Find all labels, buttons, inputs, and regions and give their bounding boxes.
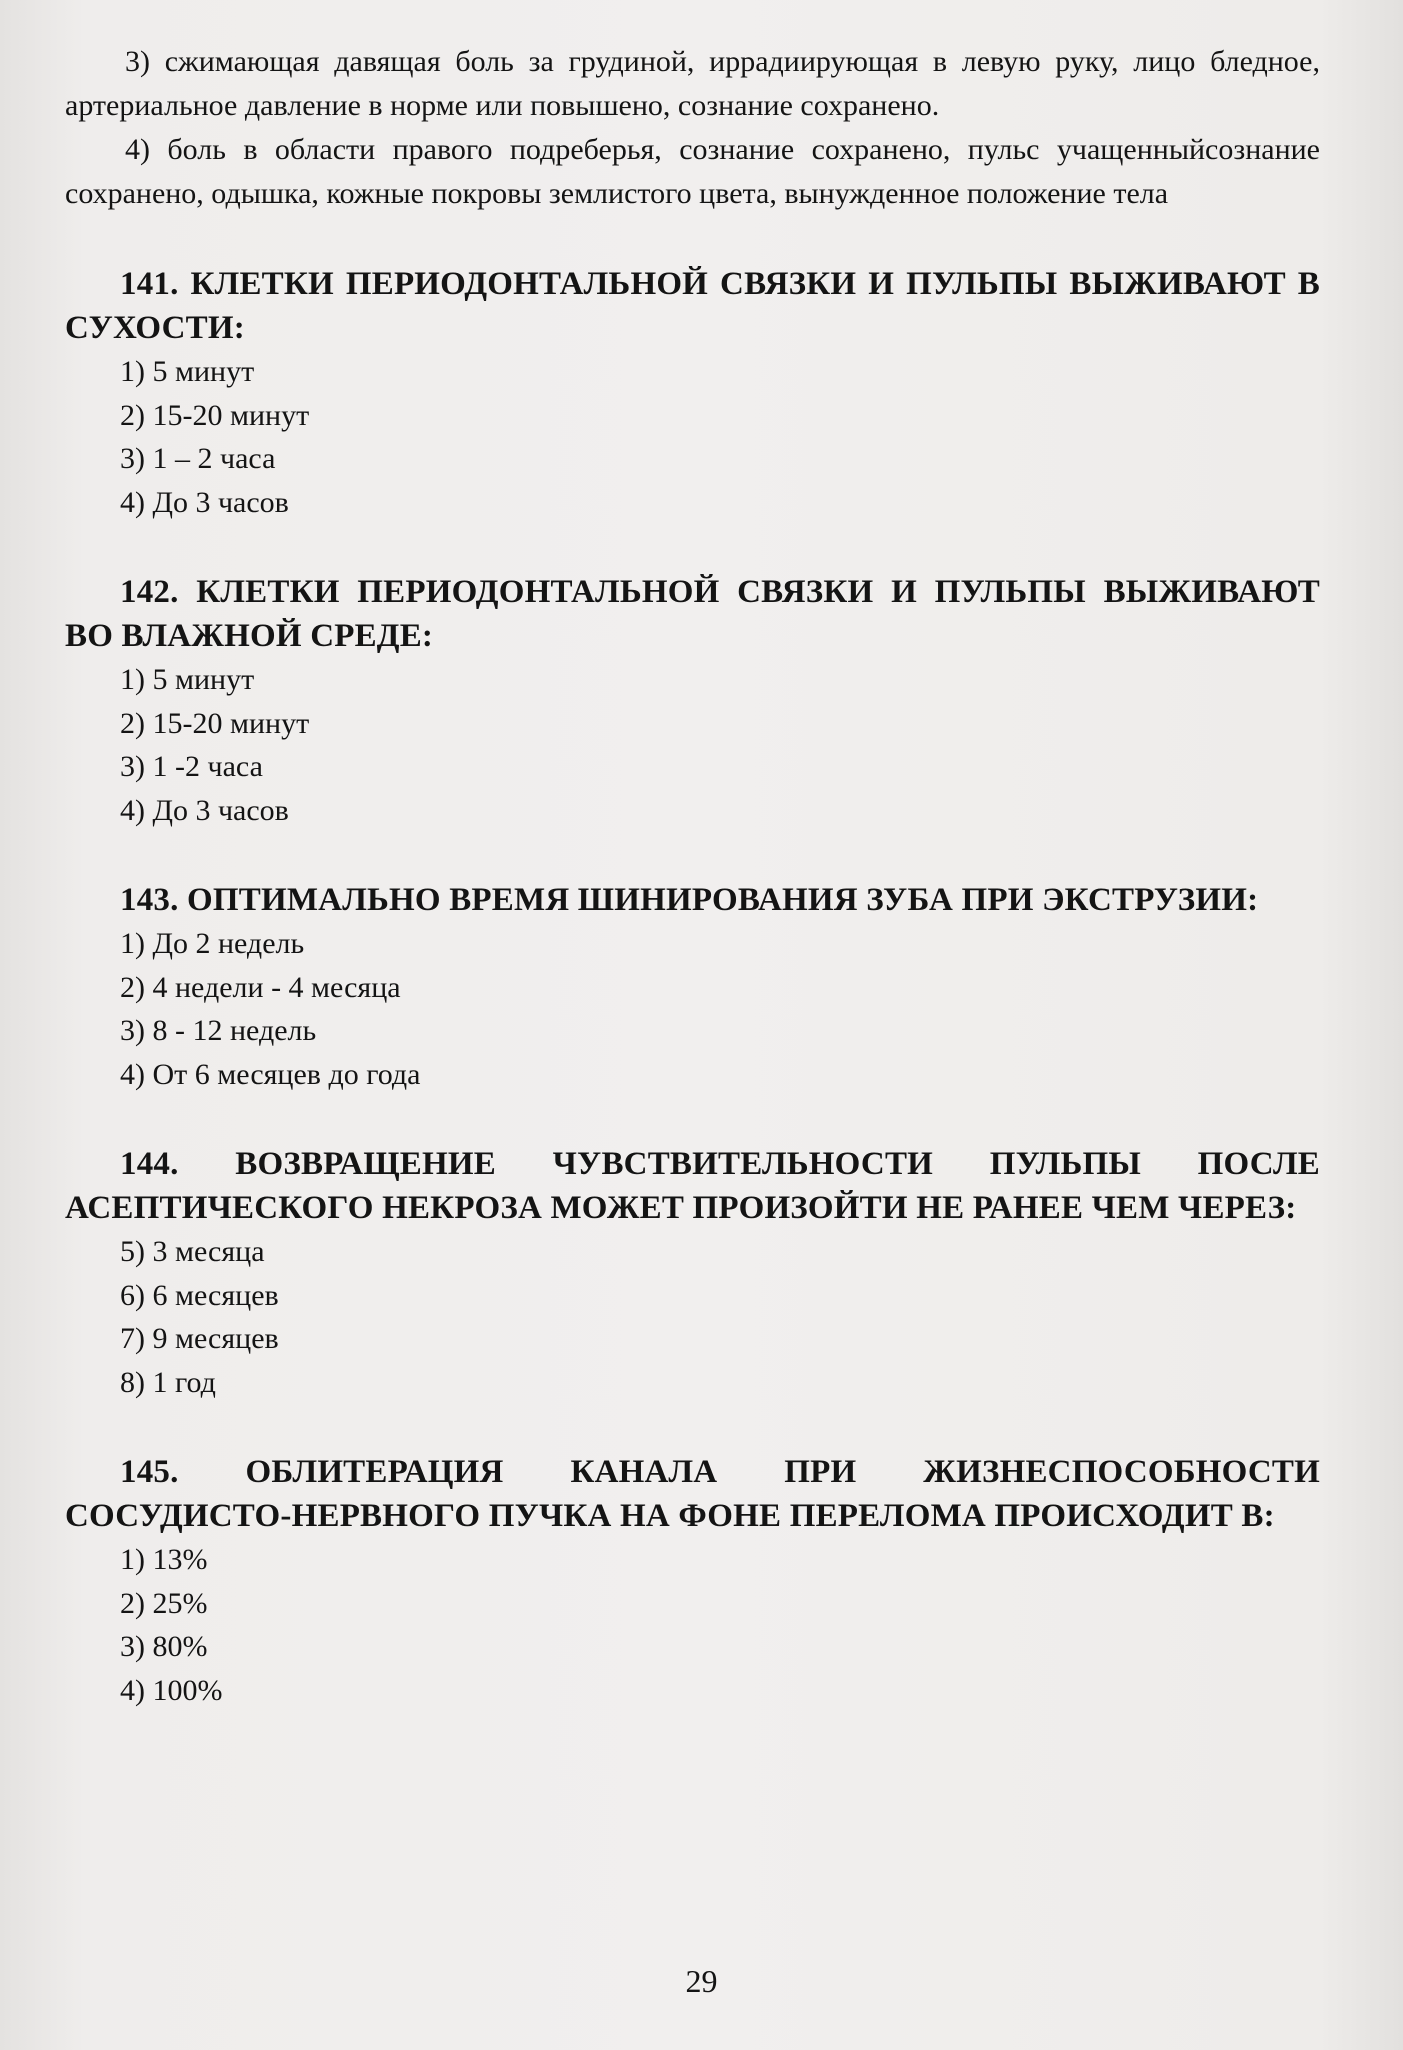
- question-144: [65, 1142, 1320, 1404]
- page-number: 29: [685, 1963, 718, 1999]
- question-143: [65, 878, 1320, 1096]
- answer-option: 5) 3 месяца: [120, 1235, 265, 1268]
- answer-option: 3) 1 -2 часа: [120, 750, 263, 783]
- question-145: [65, 1450, 1320, 1712]
- answer-list: [65, 922, 1320, 1096]
- answer-option: 2) 25%: [120, 1586, 208, 1620]
- question-142: [65, 570, 1320, 832]
- answer-option: 2) 15-20 минут: [120, 398, 310, 432]
- answer-option: 1) 5 минут: [120, 663, 255, 696]
- answer-option: 3) 1 – 2 часа: [120, 442, 276, 475]
- intro-paragraph: 3) сжимающая давящая боль за грудиной, иррадиирующая в левую руку, лицо бледное, артериальное давление в норме или повышено, сознание сохранено.: [65, 45, 1320, 122]
- page-content: [65, 40, 1320, 1712]
- answer-option: 2) 4 недели - 4 месяца: [120, 970, 401, 1004]
- answer-option: 1) До 2 недель: [120, 927, 305, 960]
- answer-option: 4) До 3 часов: [120, 793, 289, 827]
- answer-option: 3) 80%: [120, 1630, 208, 1663]
- question-title: 141. КЛЕТКИ ПЕРИОДОНТАЛЬНОЙ СВЯЗКИ И ПУЛЬПЫ ВЫЖИВАЮТ В СУХОСТИ:: [65, 266, 1320, 346]
- answer-option: 1) 13%: [120, 1543, 208, 1576]
- question-title: 144. ВОЗВРАЩЕНИЕ ЧУВСТВИТЕЛЬНОСТИ ПУЛЬПЫ ПОСЛЕ АСЕПТИЧЕСКОГО НЕКРОЗА МОЖЕТ ПРОИЗОЙТИ НЕ РАНЕЕ ЧЕМ ЧЕРЕЗ:: [65, 1146, 1320, 1226]
- answer-option: 4) От 6 месяцев до года: [120, 1057, 421, 1091]
- answer-list: [65, 1230, 1320, 1404]
- question-title: 143. ОПТИМАЛЬНО ВРЕМЯ ШИНИРОВАНИЯ ЗУБА ПРИ ЭКСТРУЗИИ:: [120, 882, 1259, 918]
- question-title: 142. КЛЕТКИ ПЕРИОДОНТАЛЬНОЙ СВЯЗКИ И ПУЛЬПЫ ВЫЖИВАЮТ ВО ВЛАЖНОЙ СРЕДЕ:: [65, 574, 1320, 654]
- answer-option: 3) 8 - 12 недель: [120, 1014, 317, 1047]
- answer-option: 4) До 3 часов: [120, 485, 289, 519]
- question-141: [65, 262, 1320, 524]
- answer-option: 7) 9 месяцев: [120, 1322, 279, 1355]
- answer-list: [65, 658, 1320, 832]
- answer-list: [65, 1538, 1320, 1712]
- intro-paragraph: 4) боль в области правого подреберья, сознание сохранено, пульс учащенныйсознание сохранено, одышка, кожные покровы землистого цвета, вынужденное положение тела: [65, 133, 1320, 210]
- answer-option: 6) 6 месяцев: [120, 1278, 279, 1312]
- answer-option: 4) 100%: [120, 1673, 223, 1707]
- answer-option: 1) 5 минут: [120, 355, 255, 388]
- answer-option: 2) 15-20 минут: [120, 706, 310, 740]
- answer-list: [65, 350, 1320, 524]
- question-title: 145. ОБЛИТЕРАЦИЯ КАНАЛА ПРИ ЖИЗНЕСПОСОБНОСТИ СОСУДИСТО-НЕРВНОГО ПУЧКА НА ФОНЕ ПЕРЕЛОМА ПРОИСХОДИТ В:: [65, 1454, 1320, 1534]
- answer-option: 8) 1 год: [120, 1365, 216, 1399]
